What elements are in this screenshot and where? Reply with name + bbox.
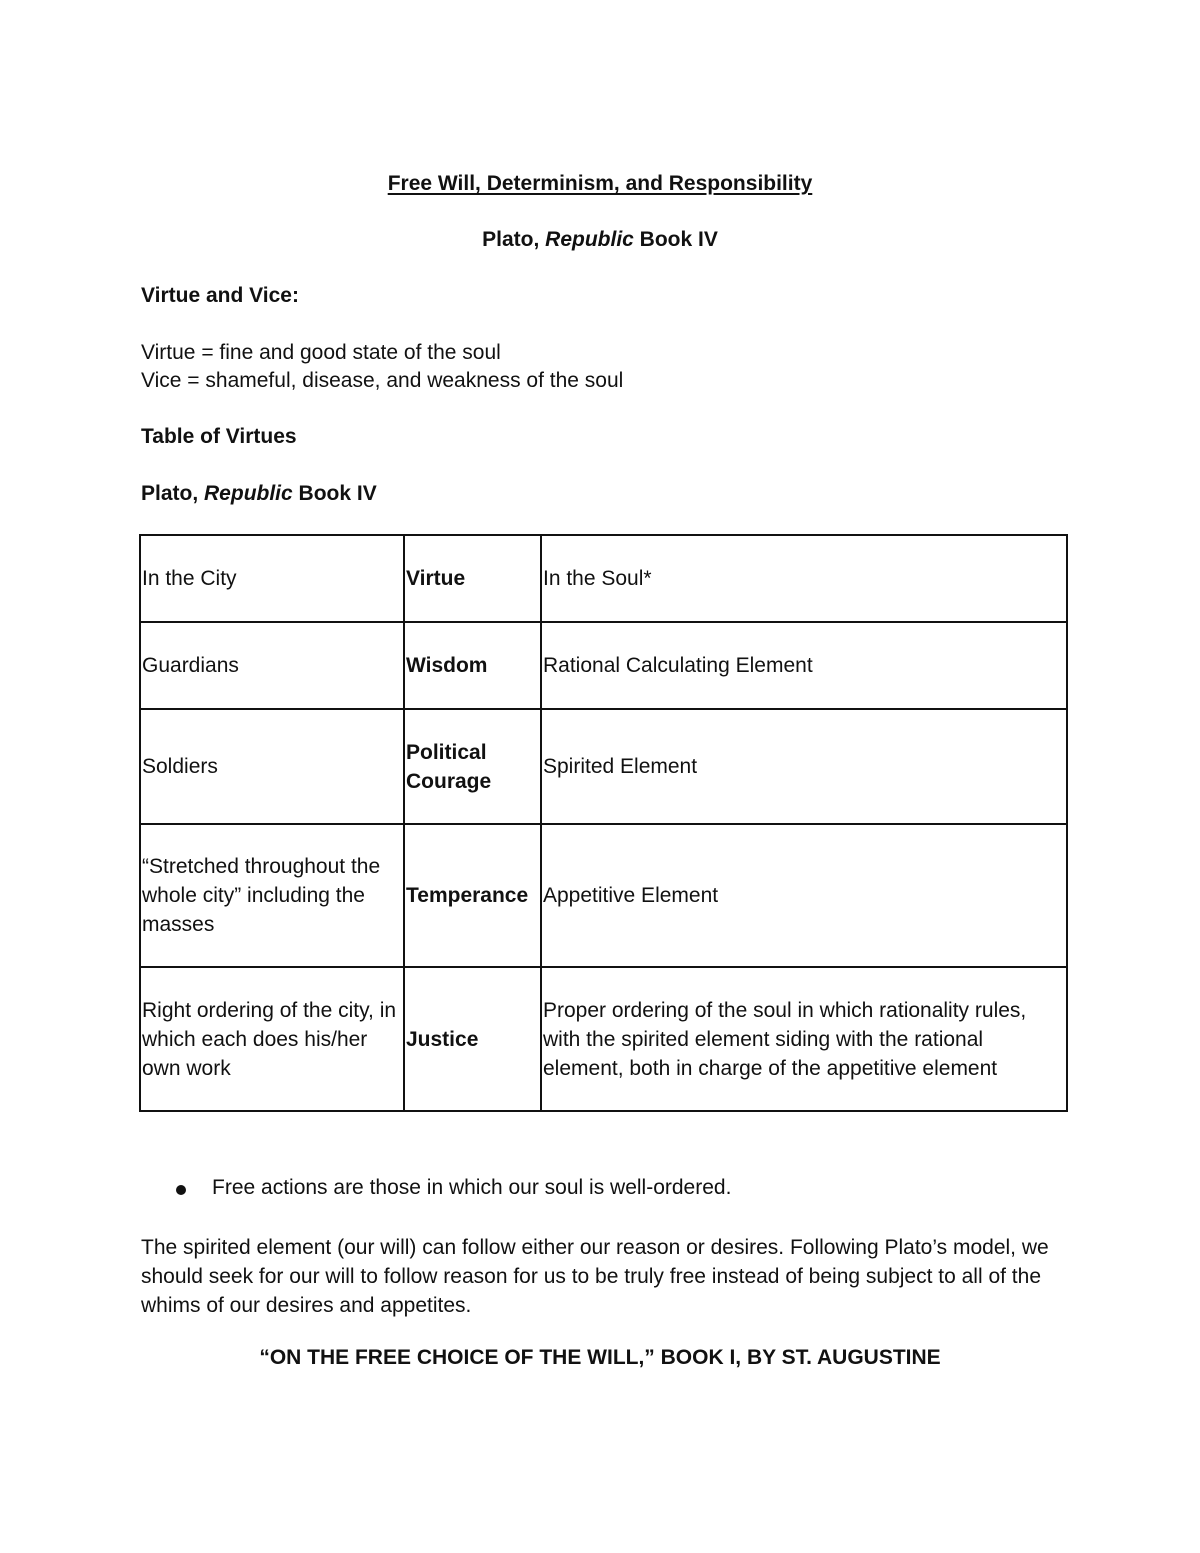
vice-definition: Vice = shameful, disease, and weakness of the soul: [141, 369, 624, 392]
cell-soul: Spirited Element: [541, 709, 1067, 824]
table-row: [140, 967, 1067, 1111]
augustine-heading: “ON THE FREE CHOICE OF THE WILL,” BOOK I, BY ST. AUGUSTINE: [259, 1346, 941, 1369]
cell-city: Soldiers: [140, 709, 404, 824]
subtitle-italic: Republic: [545, 228, 634, 251]
cell-city: In the City: [140, 535, 404, 622]
virtues-table: [139, 534, 1068, 1112]
cell-soul: Appetitive Element: [541, 824, 1067, 967]
cell-city: Guardians: [140, 622, 404, 709]
cell-virtue: Wisdom: [404, 622, 541, 709]
cell-city: “Stretched throughout the whole city” including the masses: [140, 824, 404, 967]
table-row-header: [140, 535, 1067, 622]
cell-virtue: Temperance: [404, 824, 541, 967]
table-heading: Table of Virtues: [141, 425, 297, 448]
virtue-vice-heading: Virtue and Vice:: [141, 284, 299, 307]
table-source-prefix: Plato,: [141, 482, 205, 505]
document-title: Free Will, Determinism, and Responsibility: [387, 172, 813, 195]
cell-soul: Rational Calculating Element: [541, 622, 1067, 709]
table-row: [140, 709, 1067, 824]
cell-soul: In the Soul*: [541, 535, 1067, 622]
subtitle-prefix: Plato,: [482, 228, 546, 251]
subtitle-suffix: Book IV: [633, 228, 718, 251]
table-source-italic: Republic: [204, 482, 293, 505]
document-subtitle: [0, 228, 1200, 252]
cell-soul: Proper ordering of the soul in which rationality rules, with the spirited element siding with the rational element, both in charge of the appetitive element: [541, 967, 1067, 1111]
cell-virtue: Justice: [404, 967, 541, 1111]
bullet-text: Free actions are those in which our soul is well-ordered.: [212, 1176, 732, 1199]
bullet-icon: [176, 1185, 186, 1195]
table-source-suffix: Book IV: [292, 482, 377, 505]
table-source: [141, 482, 377, 506]
table-row: [140, 824, 1067, 967]
cell-city: Right ordering of the city, in which each does his/her own work: [140, 967, 404, 1111]
virtue-definition: Virtue = fine and good state of the soul: [141, 341, 501, 364]
table-row: [140, 622, 1067, 709]
body-paragraph: The spirited element (our will) can follow either our reason or desires. Following Plato’s model, we should seek for our will to follow reason for us to be truly free instead of being subject to all of the whims of our desires and appetites.: [141, 1236, 1049, 1317]
cell-virtue: Political Courage: [404, 709, 541, 824]
cell-virtue: Virtue: [404, 535, 541, 622]
